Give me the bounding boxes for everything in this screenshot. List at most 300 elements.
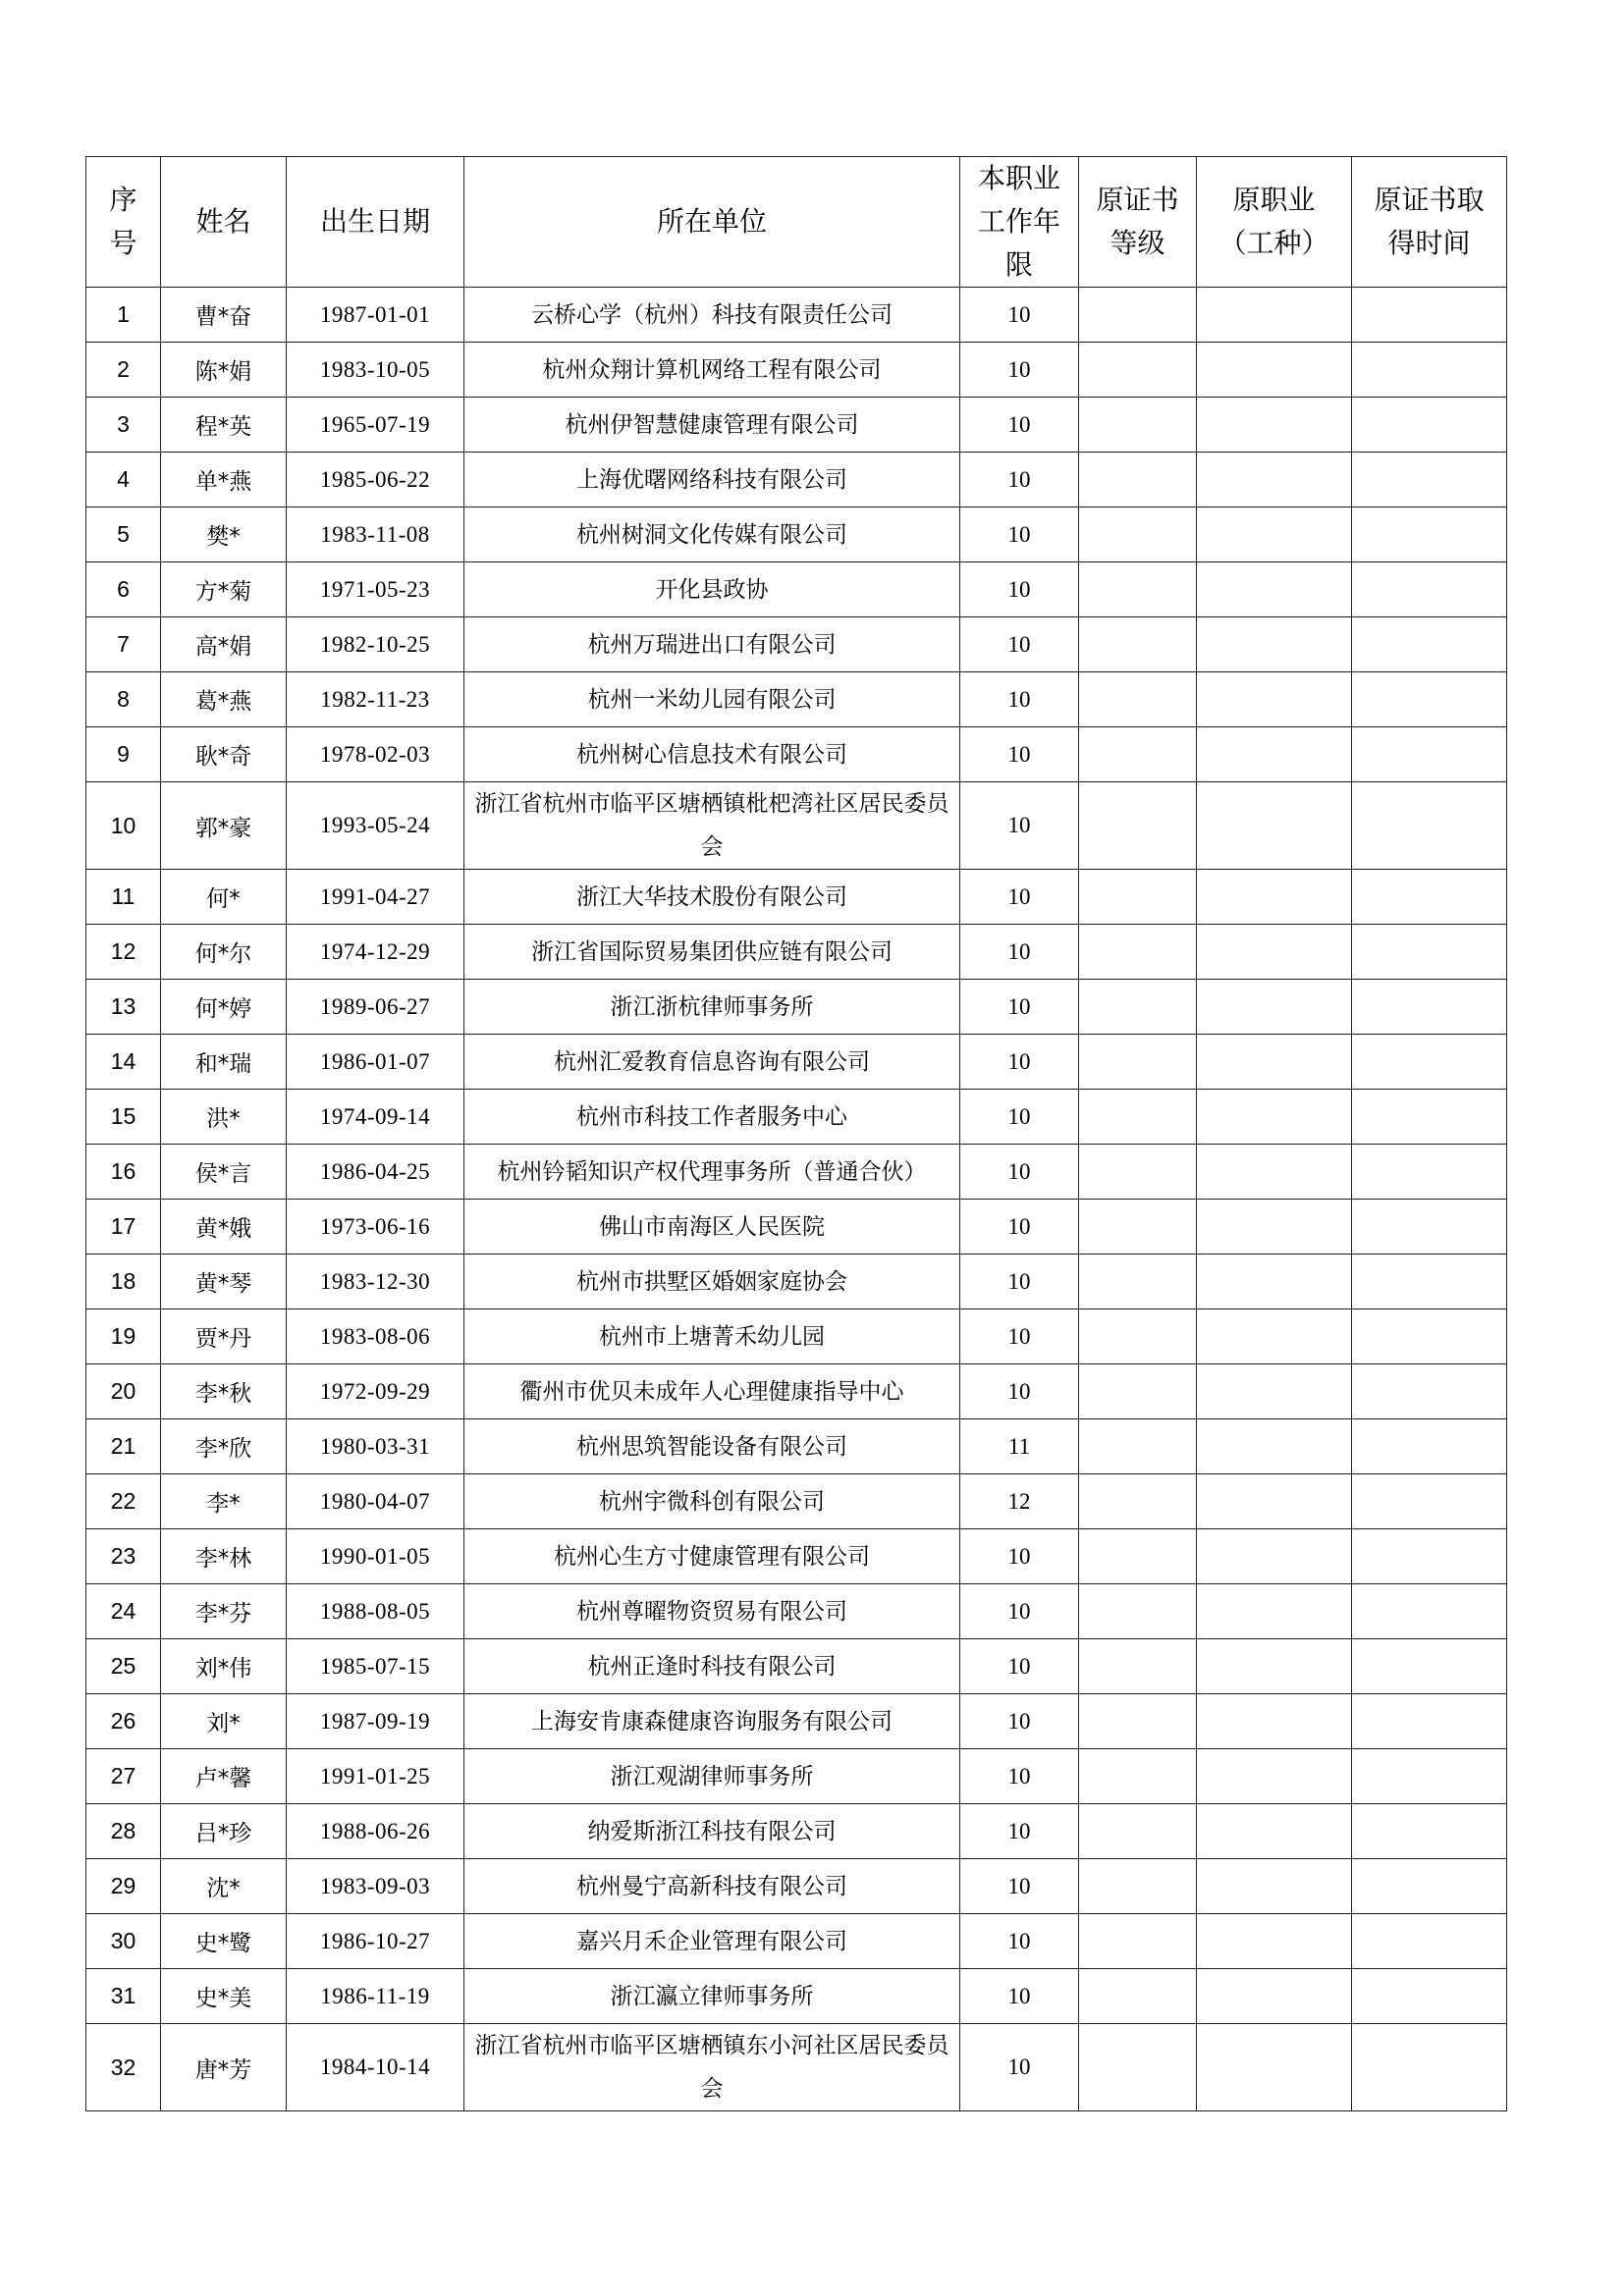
cell-orig-job [1197,562,1352,617]
cell-orig-level [1079,1749,1197,1804]
cell-seq: 29 [86,1859,161,1914]
cell-orig-date [1352,925,1507,980]
cell-orig-date [1352,1200,1507,1255]
cell-orig-date [1352,343,1507,398]
cell-orig-date [1352,1584,1507,1639]
cell-years: 10 [960,2024,1079,2111]
cell-orig-level [1079,507,1197,562]
cell-seq: 17 [86,1200,161,1255]
cell-unit: 浙江观湖律师事务所 [464,1749,960,1804]
header-name: 姓名 [161,157,287,288]
cell-name: 李*秋 [161,1364,287,1419]
cell-orig-level [1079,1419,1197,1474]
cell-seq: 1 [86,288,161,343]
cell-dob: 1965-07-19 [287,398,464,453]
table-row [86,1200,1507,1255]
cell-name: 陈*娟 [161,343,287,398]
cell-dob: 1983-09-03 [287,1859,464,1914]
cell-orig-job [1197,1914,1352,1969]
cell-orig-level [1079,727,1197,782]
header-unit: 所在单位 [464,157,960,288]
cell-orig-level [1079,1035,1197,1090]
cell-orig-date [1352,1364,1507,1419]
cell-orig-date [1352,870,1507,925]
cell-seq: 22 [86,1474,161,1529]
cell-seq: 30 [86,1914,161,1969]
cell-dob: 1982-11-23 [287,672,464,727]
cell-seq: 5 [86,507,161,562]
cell-dob: 1985-06-22 [287,453,464,507]
cell-seq: 25 [86,1639,161,1694]
cell-orig-job [1197,617,1352,672]
table-row [86,1749,1507,1804]
cell-years: 10 [960,1584,1079,1639]
cell-orig-date [1352,1694,1507,1749]
cell-orig-level [1079,2024,1197,2111]
cell-years: 10 [960,1035,1079,1090]
cell-name: 刘*伟 [161,1639,287,1694]
cell-unit: 嘉兴月禾企业管理有限公司 [464,1914,960,1969]
cell-unit: 开化县政协 [464,562,960,617]
cell-orig-job [1197,672,1352,727]
cell-seq: 27 [86,1749,161,1804]
cell-years: 10 [960,1914,1079,1969]
cell-orig-job [1197,1419,1352,1474]
cell-orig-date [1352,562,1507,617]
cell-orig-date [1352,288,1507,343]
table-row [86,925,1507,980]
cell-orig-date [1352,1749,1507,1804]
cell-orig-date [1352,617,1507,672]
cell-years: 10 [960,1200,1079,1255]
table-row [86,1969,1507,2024]
cell-orig-level [1079,1859,1197,1914]
cell-seq: 31 [86,1969,161,2024]
cell-unit: 杭州汇爱教育信息咨询有限公司 [464,1035,960,1090]
cell-seq: 20 [86,1364,161,1419]
cell-years: 10 [960,870,1079,925]
cell-orig-date [1352,1969,1507,2024]
cell-name: 史*美 [161,1969,287,2024]
table-row [86,617,1507,672]
cell-orig-job [1197,507,1352,562]
cell-years: 10 [960,1309,1079,1364]
cell-orig-date [1352,1090,1507,1145]
cell-orig-job [1197,870,1352,925]
cell-years: 10 [960,727,1079,782]
table-row [86,288,1507,343]
table-row [86,2024,1507,2111]
cell-dob: 1987-01-01 [287,288,464,343]
cell-orig-job [1197,1804,1352,1859]
table-row [86,1804,1507,1859]
cell-name: 程*英 [161,398,287,453]
cell-name: 郭*豪 [161,782,287,870]
cell-years: 12 [960,1474,1079,1529]
table-row [86,870,1507,925]
cell-years: 10 [960,617,1079,672]
cell-dob: 1971-05-23 [287,562,464,617]
table-row [86,1584,1507,1639]
table-row [86,507,1507,562]
cell-dob: 1973-06-16 [287,1200,464,1255]
cell-orig-level [1079,343,1197,398]
cell-unit: 杭州众翔计算机网络工程有限公司 [464,343,960,398]
cell-orig-job [1197,1255,1352,1309]
cell-orig-date [1352,1914,1507,1969]
cell-seq: 13 [86,980,161,1035]
cell-years: 10 [960,343,1079,398]
cell-orig-job [1197,1639,1352,1694]
cell-unit: 上海优曙网络科技有限公司 [464,453,960,507]
cell-seq: 32 [86,2024,161,2111]
table-row [86,1255,1507,1309]
table-header [86,157,1507,288]
roster-table [85,156,1507,2111]
cell-seq: 7 [86,617,161,672]
cell-orig-level [1079,1804,1197,1859]
cell-years: 10 [960,507,1079,562]
cell-orig-date [1352,1474,1507,1529]
table-row [86,672,1507,727]
cell-orig-level [1079,617,1197,672]
cell-name: 曹*奋 [161,288,287,343]
cell-unit: 衢州市优贝未成年人心理健康指导中心 [464,1364,960,1419]
table-row [86,1474,1507,1529]
cell-years: 11 [960,1419,1079,1474]
cell-name: 何*尔 [161,925,287,980]
cell-orig-level [1079,1474,1197,1529]
cell-dob: 1988-08-05 [287,1584,464,1639]
cell-orig-job [1197,980,1352,1035]
cell-seq: 24 [86,1584,161,1639]
table-row [86,1694,1507,1749]
cell-name: 和*瑞 [161,1035,287,1090]
cell-orig-level [1079,870,1197,925]
cell-dob: 1974-09-14 [287,1090,464,1145]
cell-seq: 8 [86,672,161,727]
cell-seq: 12 [86,925,161,980]
cell-years: 10 [960,925,1079,980]
cell-orig-date [1352,2024,1507,2111]
table-row [86,1309,1507,1364]
cell-unit: 杭州钤韬知识产权代理事务所（普通合伙） [464,1145,960,1200]
cell-orig-level [1079,453,1197,507]
cell-years: 10 [960,398,1079,453]
header-orig-level: 原证书等级 [1079,157,1197,288]
cell-years: 10 [960,1804,1079,1859]
cell-years: 10 [960,562,1079,617]
cell-orig-job [1197,288,1352,343]
cell-dob: 1983-12-30 [287,1255,464,1309]
cell-orig-level [1079,1694,1197,1749]
table-row [86,398,1507,453]
table-row [86,562,1507,617]
cell-unit: 浙江省国际贸易集团供应链有限公司 [464,925,960,980]
cell-name: 李*芬 [161,1584,287,1639]
cell-unit: 浙江省杭州市临平区塘栖镇枇杷湾社区居民委员会 [464,782,960,870]
cell-name: 高*娟 [161,617,287,672]
cell-orig-date [1352,1419,1507,1474]
cell-dob: 1986-01-07 [287,1035,464,1090]
table-row [86,1914,1507,1969]
cell-seq: 16 [86,1145,161,1200]
table-row [86,1529,1507,1584]
cell-unit: 杭州思筑智能设备有限公司 [464,1419,960,1474]
cell-name: 何*婷 [161,980,287,1035]
cell-unit: 上海安肯康森健康咨询服务有限公司 [464,1694,960,1749]
table-row [86,343,1507,398]
cell-orig-job [1197,1145,1352,1200]
cell-orig-date [1352,1804,1507,1859]
cell-dob: 1974-12-29 [287,925,464,980]
cell-years: 10 [960,980,1079,1035]
cell-seq: 18 [86,1255,161,1309]
cell-orig-level [1079,1200,1197,1255]
cell-orig-date [1352,980,1507,1035]
cell-orig-job [1197,1200,1352,1255]
cell-orig-job [1197,1090,1352,1145]
cell-orig-level [1079,980,1197,1035]
cell-seq: 3 [86,398,161,453]
cell-orig-level [1079,672,1197,727]
cell-orig-job [1197,2024,1352,2111]
cell-orig-job [1197,1859,1352,1914]
cell-orig-date [1352,1145,1507,1200]
cell-dob: 1986-10-27 [287,1914,464,1969]
cell-name: 唐*芳 [161,2024,287,2111]
cell-orig-level [1079,782,1197,870]
cell-seq: 23 [86,1529,161,1584]
table-row [86,980,1507,1035]
table-row [86,1419,1507,1474]
cell-unit: 杭州市科技工作者服务中心 [464,1090,960,1145]
cell-unit: 杭州树心信息技术有限公司 [464,727,960,782]
cell-unit: 佛山市南海区人民医院 [464,1200,960,1255]
cell-orig-date [1352,507,1507,562]
cell-name: 史*鹭 [161,1914,287,1969]
cell-unit: 云桥心学（杭州）科技有限责任公司 [464,288,960,343]
cell-unit: 浙江大华技术股份有限公司 [464,870,960,925]
cell-name: 洪* [161,1090,287,1145]
table-row [86,1145,1507,1200]
cell-name: 侯*言 [161,1145,287,1200]
cell-orig-level [1079,1309,1197,1364]
cell-seq: 26 [86,1694,161,1749]
cell-dob: 1986-04-25 [287,1145,464,1200]
cell-name: 耿*奇 [161,727,287,782]
cell-years: 10 [960,1969,1079,2024]
cell-orig-job [1197,1969,1352,2024]
cell-dob: 1991-01-25 [287,1749,464,1804]
cell-orig-date [1352,1255,1507,1309]
cell-orig-level [1079,1529,1197,1584]
header-dob: 出生日期 [287,157,464,288]
cell-orig-date [1352,398,1507,453]
table-row [86,727,1507,782]
cell-orig-job [1197,1694,1352,1749]
table-row [86,1859,1507,1914]
cell-orig-job [1197,727,1352,782]
cell-seq: 10 [86,782,161,870]
cell-orig-date [1352,1035,1507,1090]
cell-unit: 杭州宇微科创有限公司 [464,1474,960,1529]
cell-name: 黄*琴 [161,1255,287,1309]
cell-orig-level [1079,1914,1197,1969]
cell-dob: 1989-06-27 [287,980,464,1035]
cell-orig-date [1352,1309,1507,1364]
cell-orig-job [1197,1035,1352,1090]
cell-unit: 杭州树洞文化传媒有限公司 [464,507,960,562]
cell-unit: 杭州尊曜物资贸易有限公司 [464,1584,960,1639]
cell-orig-date [1352,1529,1507,1584]
cell-orig-level [1079,1145,1197,1200]
cell-years: 10 [960,672,1079,727]
cell-dob: 1983-10-05 [287,343,464,398]
cell-unit: 杭州心生方寸健康管理有限公司 [464,1529,960,1584]
cell-dob: 1972-09-29 [287,1364,464,1419]
cell-orig-level [1079,1969,1197,2024]
cell-name: 方*菊 [161,562,287,617]
cell-orig-date [1352,782,1507,870]
table-row [86,1639,1507,1694]
cell-unit: 纳爱斯浙江科技有限公司 [464,1804,960,1859]
cell-unit: 杭州万瑞进出口有限公司 [464,617,960,672]
cell-orig-date [1352,672,1507,727]
cell-dob: 1988-06-26 [287,1804,464,1859]
cell-seq: 2 [86,343,161,398]
cell-years: 10 [960,1255,1079,1309]
cell-name: 李* [161,1474,287,1529]
cell-orig-job [1197,782,1352,870]
cell-name: 何* [161,870,287,925]
table-row [86,1090,1507,1145]
cell-unit: 杭州曼宁高新科技有限公司 [464,1859,960,1914]
cell-name: 李*林 [161,1529,287,1584]
cell-unit: 浙江浙杭律师事务所 [464,980,960,1035]
cell-unit: 杭州伊智慧健康管理有限公司 [464,398,960,453]
cell-years: 10 [960,1694,1079,1749]
cell-dob: 1993-05-24 [287,782,464,870]
cell-orig-job [1197,453,1352,507]
cell-years: 10 [960,453,1079,507]
cell-orig-date [1352,1639,1507,1694]
cell-orig-date [1352,1859,1507,1914]
cell-name: 卢*馨 [161,1749,287,1804]
cell-seq: 21 [86,1419,161,1474]
cell-years: 10 [960,1529,1079,1584]
cell-dob: 1978-02-03 [287,727,464,782]
cell-dob: 1987-09-19 [287,1694,464,1749]
cell-name: 李*欣 [161,1419,287,1474]
cell-orig-job [1197,1474,1352,1529]
cell-unit: 杭州市上塘菁禾幼儿园 [464,1309,960,1364]
cell-years: 10 [960,288,1079,343]
cell-orig-level [1079,398,1197,453]
table-row [86,453,1507,507]
cell-dob: 1985-07-15 [287,1639,464,1694]
cell-name: 贾*丹 [161,1309,287,1364]
cell-name: 葛*燕 [161,672,287,727]
cell-orig-level [1079,925,1197,980]
cell-dob: 1984-10-14 [287,2024,464,2111]
cell-dob: 1986-11-19 [287,1969,464,2024]
cell-seq: 14 [86,1035,161,1090]
cell-unit: 杭州正逢时科技有限公司 [464,1639,960,1694]
cell-years: 10 [960,1639,1079,1694]
cell-orig-level [1079,288,1197,343]
cell-dob: 1990-01-05 [287,1529,464,1584]
table-row [86,1364,1507,1419]
cell-orig-job [1197,398,1352,453]
cell-orig-date [1352,727,1507,782]
cell-dob: 1980-03-31 [287,1419,464,1474]
cell-seq: 4 [86,453,161,507]
cell-years: 10 [960,1749,1079,1804]
table-row [86,1035,1507,1090]
cell-orig-level [1079,1090,1197,1145]
cell-orig-job [1197,1584,1352,1639]
cell-orig-level [1079,1639,1197,1694]
cell-name: 吕*珍 [161,1804,287,1859]
cell-orig-job [1197,1749,1352,1804]
cell-name: 沈* [161,1859,287,1914]
cell-orig-job [1197,925,1352,980]
cell-dob: 1982-10-25 [287,617,464,672]
header-seq: 序号 [86,157,161,288]
cell-seq: 11 [86,870,161,925]
cell-orig-level [1079,1584,1197,1639]
cell-years: 10 [960,1090,1079,1145]
cell-unit: 浙江瀛立律师事务所 [464,1969,960,2024]
cell-name: 刘* [161,1694,287,1749]
cell-orig-level [1079,1255,1197,1309]
cell-years: 10 [960,1859,1079,1914]
table-row [86,782,1507,870]
cell-dob: 1991-04-27 [287,870,464,925]
cell-orig-job [1197,1529,1352,1584]
cell-years: 10 [960,1145,1079,1200]
cell-unit: 杭州市拱墅区婚姻家庭协会 [464,1255,960,1309]
cell-unit: 浙江省杭州市临平区塘栖镇东小河社区居民委员会 [464,2024,960,2111]
cell-years: 10 [960,1364,1079,1419]
header-row [86,157,1507,288]
cell-orig-level [1079,1364,1197,1419]
header-orig-job: 原职业（工种） [1197,157,1352,288]
cell-dob: 1980-04-07 [287,1474,464,1529]
cell-seq: 15 [86,1090,161,1145]
cell-dob: 1983-08-06 [287,1309,464,1364]
cell-unit: 杭州一米幼儿园有限公司 [464,672,960,727]
cell-orig-date [1352,453,1507,507]
table-body [86,288,1507,2111]
cell-years: 10 [960,782,1079,870]
cell-seq: 19 [86,1309,161,1364]
cell-name: 单*燕 [161,453,287,507]
cell-orig-job [1197,1364,1352,1419]
cell-orig-job [1197,343,1352,398]
cell-seq: 28 [86,1804,161,1859]
header-orig-date: 原证书取得时间 [1352,157,1507,288]
cell-seq: 6 [86,562,161,617]
cell-orig-level [1079,562,1197,617]
cell-name: 樊* [161,507,287,562]
cell-name: 黄*娥 [161,1200,287,1255]
cell-orig-job [1197,1309,1352,1364]
header-years: 本职业工作年限 [960,157,1079,288]
cell-dob: 1983-11-08 [287,507,464,562]
cell-seq: 9 [86,727,161,782]
